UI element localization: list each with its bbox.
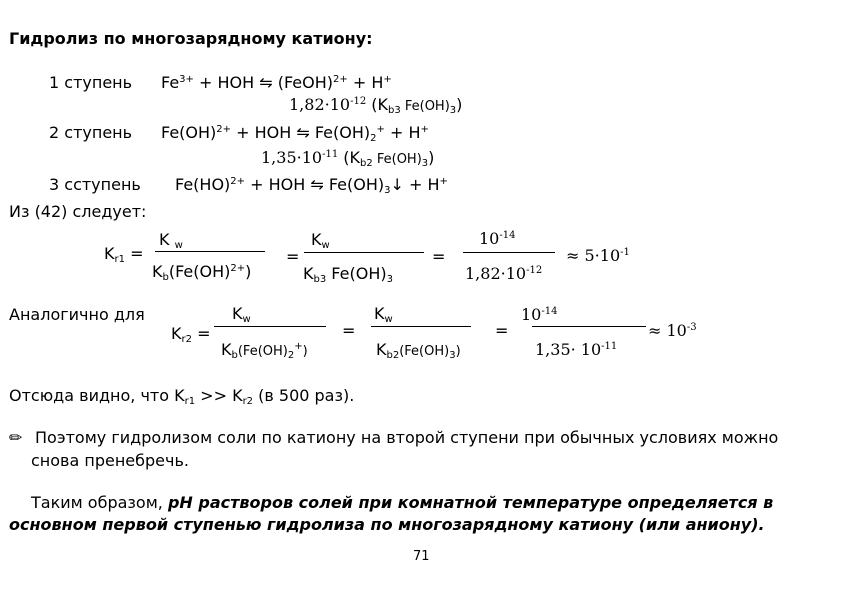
kr1-f2-fraction-bar: [304, 252, 424, 253]
step-2-constant: $1,35\cdot 10^{-11}$ ($K_{b2}$ $Fe(OH)_3$): [261, 148, 435, 169]
kr2-equals-3: =: [495, 321, 509, 340]
kr1-f2-numerator: $K_w$: [311, 230, 330, 251]
step-3-equation: Fe(HO)$^{2+}$ + HOH ⇋ $Fe(OH)_3↓ + H^+$: [175, 175, 448, 196]
page-number: 71: [413, 549, 430, 564]
step-1-constant: $1,82\cdot 10^{-12}$ ($K_{b3}$ $Fe(OH)_3$): [289, 95, 463, 116]
kr1-f3-denominator: $1,82\cdot 10^{-12}$: [465, 264, 543, 283]
conclusion-line-2: основном первой ступенью гидролиза по многозарядному катиону (или аниону).: [9, 515, 765, 534]
kr2-f1-fraction-bar: [214, 326, 326, 327]
kr2-f3-numerator: $10^{-14}$: [521, 305, 558, 324]
kr2-equals-2: =: [342, 321, 356, 340]
note-line-1: Поэтому гидролизом соли по катиону на второй ступени при обычных условиях можно: [35, 428, 779, 447]
kr1-f3-numerator: $10^{-14}$: [479, 229, 516, 248]
kr2-f1-numerator: $K_w$: [232, 304, 251, 325]
kr2-f3-denominator: $1,35\cdot 10^{-11}$: [535, 340, 618, 359]
kr2-f2-denominator: $K_{b2}(Fe(OH)_3)$: [376, 340, 461, 361]
pencil-icon: ✏: [9, 428, 23, 447]
kr1-equals-3: =: [432, 247, 446, 266]
kr1-f3-fraction-bar: [463, 252, 555, 253]
step-2-label: 2 ступень: [49, 123, 133, 142]
kr2-f1-denominator: $K_b(Fe(OH)_2^+)$: [221, 340, 308, 361]
step-1-equation: $Fe^{3+}$ + HOH ⇋ (FeOH)$^{2+}$ + H+: [161, 73, 392, 92]
from-42-text: Из (42) следует:: [9, 202, 147, 221]
comparison-text: Отсюда видно, что $K_{r1} >> K_{r2}$ (в 500 раз).: [9, 386, 355, 407]
kr2-lhs: $K_{r2}$ =: [171, 324, 211, 345]
kr2-f2-fraction-bar: [371, 326, 471, 327]
kr1-f1-denominator: $K_b(Fe(OH)^{2+})$: [152, 262, 252, 283]
note-line-2: снова пренебречь.: [31, 451, 189, 470]
kr1-f2-denominator: $K_{b3}$ $Fe(OH)_3$: [303, 264, 393, 285]
step-1-label: 1 ступень: [49, 73, 133, 92]
kr1-equals-2: =: [286, 247, 300, 266]
analog-text: Аналогично для: [9, 305, 145, 324]
step-3-label: 3 сступень: [49, 175, 141, 194]
page-title: Гидролиз по многозарядному катиону:: [9, 29, 373, 48]
kr1-result: ≈ $5\cdot 10^{-1}$: [566, 246, 630, 265]
step-2-equation: Fe(OH)$^{2+}$ + HOH ⇋ $Fe(OH)_2^+ + H^+$: [161, 123, 429, 144]
kr2-f2-numerator: $K_w$: [374, 304, 393, 325]
kr1-lhs: $K_{r1}$ =: [104, 244, 144, 265]
kr1-f1-numerator: K $_w$: [159, 230, 183, 251]
kr2-f3-fraction-bar: [532, 326, 646, 327]
kr2-result: ≈ $10^{-3}$: [648, 321, 697, 340]
conclusion-line-1: Таким образом, pH растворов солей при комнатной температуре определяется в: [31, 493, 774, 512]
kr1-f1-fraction-bar: [155, 251, 265, 252]
